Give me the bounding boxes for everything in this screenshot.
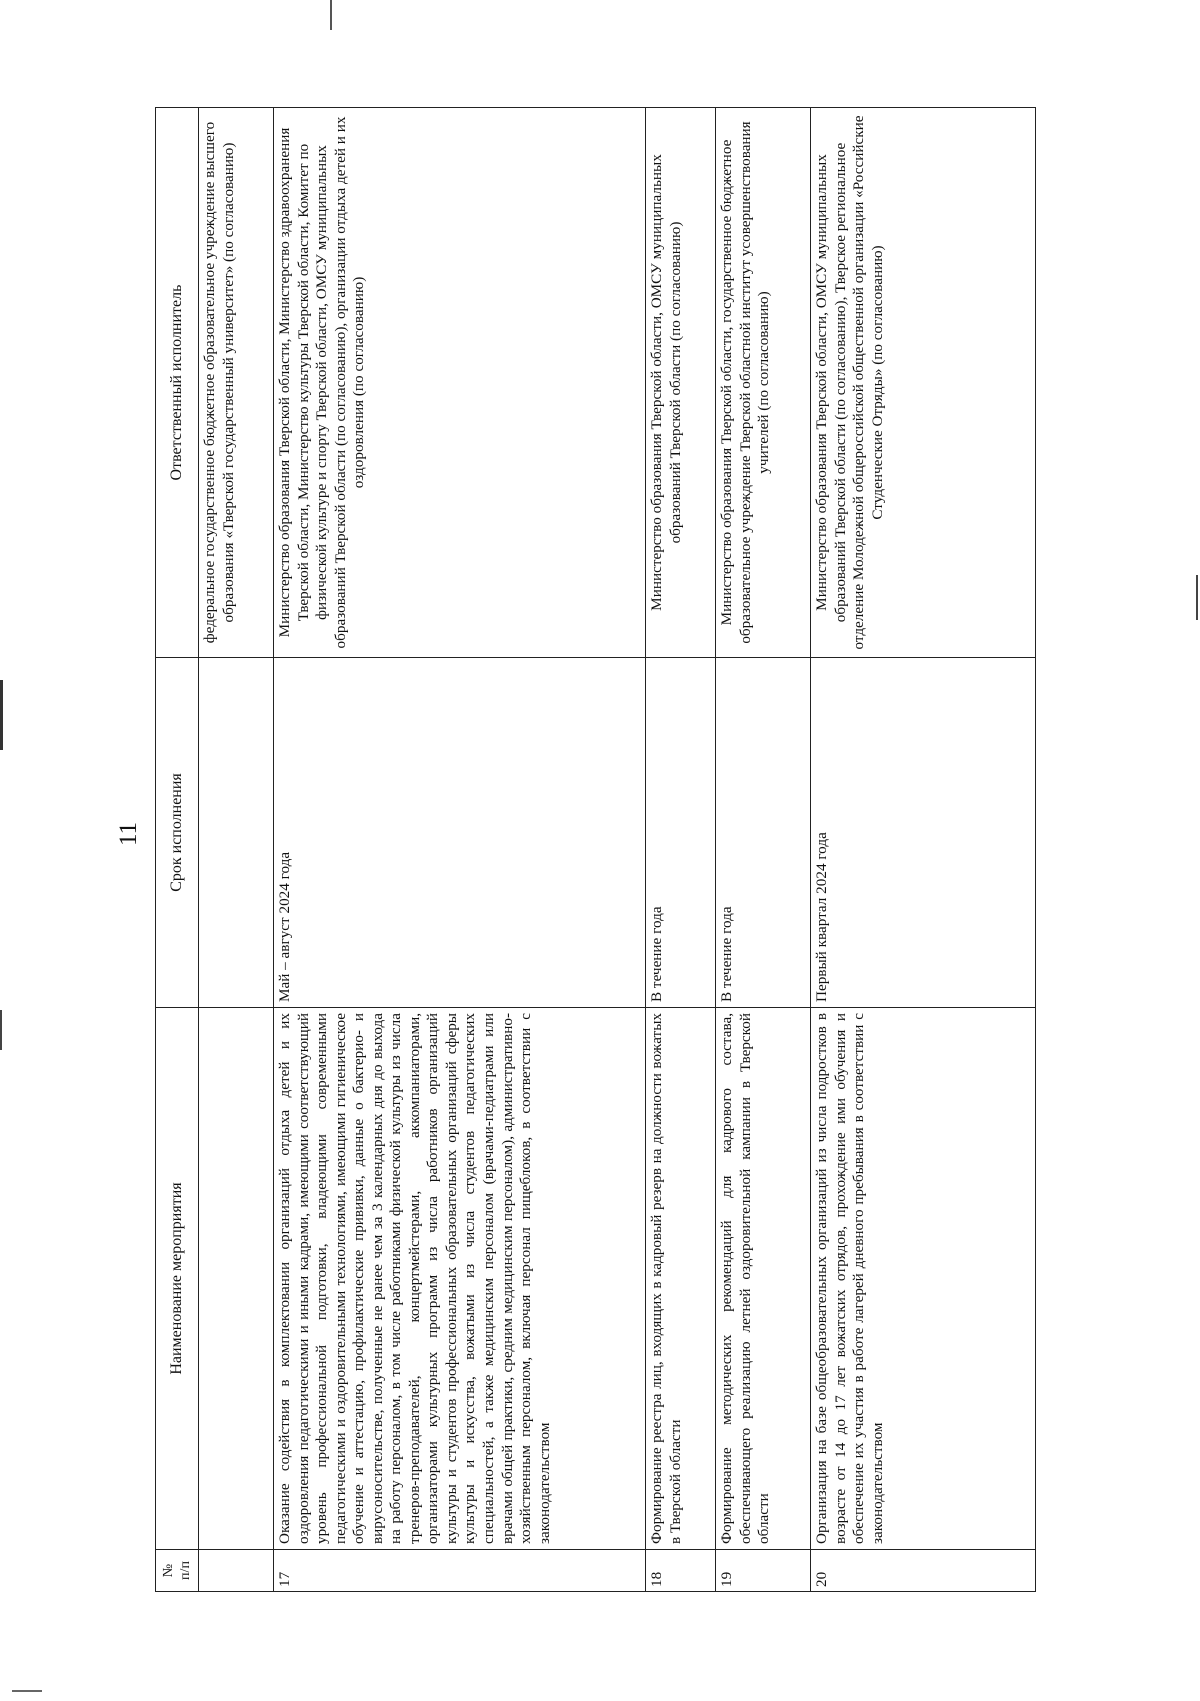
table-row <box>811 108 1036 1592</box>
header-responsible: Ответственный исполнитель <box>156 108 199 658</box>
scan-edge-mark-left <box>0 680 3 750</box>
cell-responsible: федеральное государственное бюджетное образовательное учреждение высшего образования «Тверской государственный университет» (по согласованию) <box>199 108 274 658</box>
cell-term: В течение года <box>646 658 716 1008</box>
scan-edge-mark-top <box>330 0 332 30</box>
measures-table <box>155 107 1036 1592</box>
cell-name: Оказание содействия в комплектовании организаций отдыха детей и их оздоровления педагогическими и иными кадрами, имеющими соответствующий уровень профессиональной подготовки, владеющими современными педагогическими и оздоровительными технологиями, имеющими гигиеническое обучение и аттестацию, профилактические прививки, данные о бактерио- и вирусоносительстве, полученные не ранее чем за 3 календарных дня до выхода на работу персоналом, в том числе работниками физической культуры из числа тренеров-преподавателей, концертмейстерами, аккомпаниаторами, организаторами культурных программ из числа работников организаций культуры и студентов профессиональных образовательных организаций сферы культуры и искусства, вожатыми из числа студентов педагогических специальностей, а также медицинским персоналом (врачами-педиатрами или врачами общей практики, средним медицинским персоналом), административно-хозяйственным персоналом, включая персонал пищеблоков, в соответствии с законодательством <box>274 1008 646 1550</box>
scan-edge-mark-left-small <box>0 1010 2 1050</box>
table-row <box>716 108 811 1592</box>
cell-num: 19 <box>716 1550 811 1592</box>
table-row <box>646 108 716 1592</box>
cell-responsible: Министерство образования Тверской области, ОМСУ муниципальных образований Тверской области (по согласованию), Тверское региональное отделение Молодежной общероссийской общественной организации «Российские Студенческие Отряды» (по согласованию) <box>811 108 1036 658</box>
page-number: 11 <box>115 821 143 847</box>
cell-name <box>199 1008 274 1550</box>
table-row-continuation <box>199 108 274 1592</box>
cell-num: 18 <box>646 1550 716 1592</box>
cell-term: Первый квартал 2024 года <box>811 658 1036 1008</box>
cell-name: Формирование реестра лиц, входящих в кадровый резерв на должности вожатых в Тверской области <box>646 1008 716 1550</box>
cell-term: Май – август 2024 года <box>274 658 646 1008</box>
cell-name: Формирование методических рекомендаций для кадрового состава, обеспечивающего реализацию летней оздоровительной кампании в Тверской области <box>716 1008 811 1550</box>
header-num: № п/п <box>156 1550 199 1592</box>
cell-num <box>199 1550 274 1592</box>
cell-responsible: Министерство образования Тверской области, государственное бюджетное образовательное учреждение Тверской областной институт усовершенствования учителей (по согласованию) <box>716 108 811 658</box>
scan-edge-mark-right <box>1196 575 1198 620</box>
cell-responsible: Министерство образования Тверской области, Министерство здравоохранения Тверской области, Министерство культуры Тверской области, Комитет по физической культуре и спорту Тверской области, ОМСУ муниципальных образований Тверской области (по согласованию), организации отдыха детей и их оздоровления (по согласованию) <box>274 108 646 658</box>
cell-term <box>199 658 274 1008</box>
cell-name: Организация на базе общеобразовательных организаций из числа подростков в возрасте от 14 до 17 лет вожатских отрядов, прохождение ими обучения и обеспечение их участия в работе лагерей дневного пребывания в соответствии с законодательством <box>811 1008 1036 1550</box>
rotated-table-container <box>155 108 1035 1592</box>
header-term: Срок исполнения <box>156 658 199 1008</box>
table-row <box>274 108 646 1592</box>
table-header-row <box>156 108 199 1592</box>
cell-term: В течение года <box>716 658 811 1008</box>
cell-num: 17 <box>274 1550 646 1592</box>
scan-edge-mark-bottom-left <box>12 1690 42 1692</box>
cell-num: 20 <box>811 1550 1036 1592</box>
header-name: Наименование мероприятия <box>156 1008 199 1550</box>
cell-responsible: Министерство образования Тверской области, ОМСУ муниципальных образований Тверской области (по согласованию) <box>646 108 716 658</box>
